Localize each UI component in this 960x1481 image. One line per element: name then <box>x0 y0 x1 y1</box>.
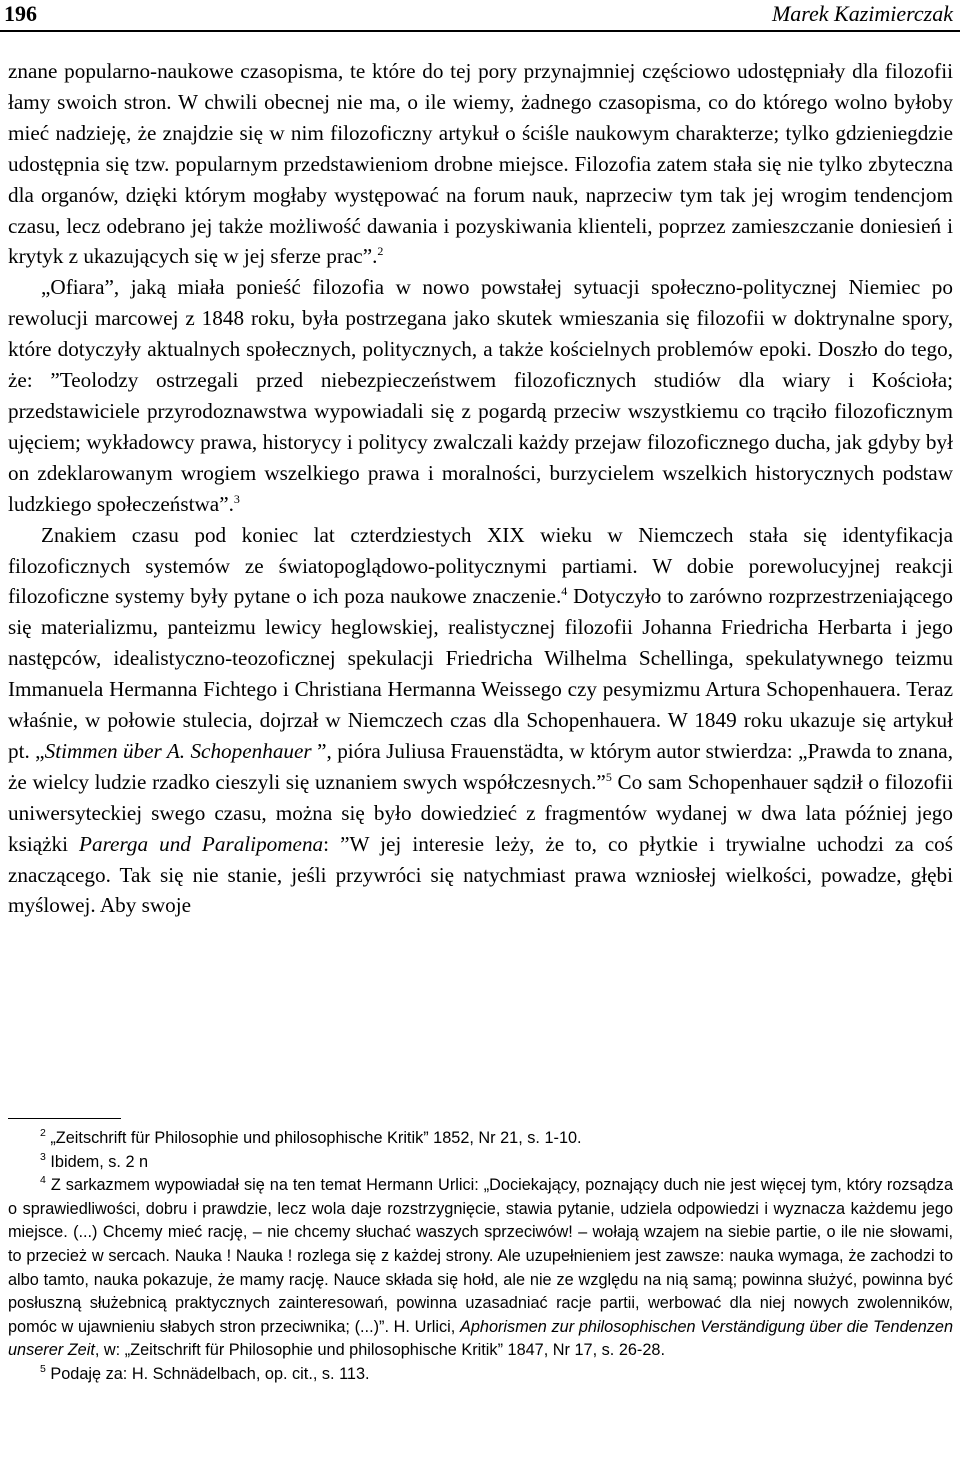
footnote-ref-5[interactable]: 5 <box>605 769 612 784</box>
page-header <box>0 0 960 30</box>
footnote-separator <box>8 1118 121 1119</box>
footnote-5-number: 5 <box>40 1362 46 1375</box>
paragraph-2-text: „Ofiara”, jaką miała ponieść filozofia w nowo powstałej sytuacji społeczno-politycznej Niemiec po rewolucji marcowej z 1848 roku, była postrzegana jako skutek wmieszania się filozofii w doktrynalne spory, które dotyczyły aktualnych społecznych, politycznych, a także kościelnych problemów epoki. Doszło do tego, że: ”Teolodzy ostrzegali przed niebezpieczeństwem filozoficznych studiów dla wiary i Kościoła; przedstawiciele przyrodoznawstwa wypowiadali się z pogardą przeciw wszystkiemu co trąciło filozoficznym ujęciem; wykładowcy prawa, historycy i politycy zwalczali każdy przejaw filozoficznego ducha, jak gdyby był on zdeklarowanym wrogiem wszelkiego prawa i moralności, burzycielem wszelkich historycznych podstaw ludzkiego społeczeństwa”. <box>8 275 953 516</box>
footnotes <box>8 1127 953 1387</box>
footnote-2 <box>8 1127 953 1151</box>
footnote-4-title: Aphorismen zur philosophischen Verständigung über die Tendenzen unserer Zeit <box>8 1317 953 1360</box>
running-head-author: Marek Kazimierczak <box>771 1 953 26</box>
book-title: Parerga und Paralipomena <box>79 831 324 856</box>
footnote-2-text: „Zeitschrift für Philosophie und philosophische Kritik” 1852, Nr 21, s. 1-10. <box>50 1129 582 1147</box>
paragraph-3-text-e: : ”W jej interesie leży, że to, co płytkie i trywialne uchodzi za coś znaczącego. Tak się nie stanie, jeśli przywróci się natychmiast prawa wzniosłej wielkości, powadze, głębi myślowej. Aby swoje <box>8 831 953 918</box>
footnote-5 <box>8 1363 953 1387</box>
page-number: 196 <box>4 1 37 26</box>
footnote-4-text-b: , w: „Zeitschrift für Philosophie und philosophische Kritik” 1847, Nr 17, s. 26-28. <box>94 1341 665 1360</box>
footnote-4-number: 4 <box>40 1174 46 1187</box>
footnote-5-text: Podaję za: H. Schnädelbach, op. cit., s. 113. <box>50 1364 370 1383</box>
paragraph-1-text: znane popularno-naukowe czasopisma, te które do tej pory przynajmniej częściowo udostępniały dla filozofii łamy swoich stron. W chwili obecnej nie ma, o ile wiemy, żadnego czasopisma, co do którego wolno byłoby mieć nadzieję, że znajdzie się w nim filozoficzny artykuł o ściśle naukowym charakterze; tylko gdzieniegdzie udostępnia się tzw. popularnym przedstawieniom drobne miejsce. Filozofia zatem stała się nie tylko zbyteczna dla organów, dzięki którym mogłaby występować na forum nauk, naprzeciw tym tak jej wrogim tendencjom czasu, lecz odebrano jej także możliwość dawania i pozyskiwania klienteli, poprzez zamieszczanie doniesień i krytyk z ukazujących się w jej sferze prac”. <box>8 59 953 269</box>
paragraph-1 <box>8 56 953 272</box>
header-rule <box>0 30 960 32</box>
footnote-ref-2[interactable]: 2 <box>377 244 384 259</box>
paragraph-3-text-b: Dotyczyło to zarówno rozprzestrzeniającego się materializmu, panteizmu lewicy heglowskiej, realistycznej filozofii Johanna Friedricha Herbarta i jego następców, idealistyczno-teozoficznej spekulacji Friedricha Wilhelma Schellinga, spekulatywnego teizmu Immanuela Hermanna Fichtego i Christiana Hermanna Weissego czy pesymizmu Artura Schopenhauera. Teraz właśnie, w połowie stulecia, dojrzał w Niemczech czas dla Schopenhauera. W 1849 roku ukazuje się artykuł pt. „ <box>8 584 953 763</box>
footnote-4 <box>8 1174 953 1363</box>
footnote-3-number: 3 <box>40 1150 46 1163</box>
paragraph-3-text-c: ”, pióra Juliusa Frauenstädta, w którym autor stwierdza: „Prawda to znana, że wielcy ludzie rzadko cieszyli się uznaniem swych współczesnych.” <box>8 738 954 794</box>
paragraph-3-text-d: Co sam Schopenhauer sądził o filozofii uniwersyteckiej swego czasu, można się było dowiedzieć z fragmentów wydanej w dwa lata później jego książki <box>8 769 953 856</box>
footnote-3-text: Ibidem, s. 2 n <box>50 1152 149 1171</box>
footnote-ref-3[interactable]: 3 <box>233 491 240 506</box>
main-text <box>8 56 953 921</box>
footnote-3 <box>8 1151 953 1175</box>
paragraph-2 <box>8 272 953 519</box>
footnote-2-number: 2 <box>40 1127 46 1139</box>
paragraph-3 <box>8 520 953 922</box>
footnote-4-text-a: Z sarkazmem wypowiadał się na ten temat Hermann Urlici: „Dociekający, poznający duch nie jest więcej tym, który rozsądza o sprawiedliwości, dobru i prawdzie, lecz wola daje rozstrzygnięcie, stawia pytanie, udziela odpowiedzi i wyznacza każdemu jego miejsce. (...) Chcemy mieć rację, – nie chcemy słuchać waszych sprzeciwów! – wołają wzajem na siebie partie, o ile nie słowami, to przecież w sercach. Nauka ! Nauka ! rozlega się z każdej strony. Ale uzupełnieniem jest zawsze: nauka wymaga, że zachodzi to albo tamto, nauka pokazuje, że mamy rację. Nauce składa się hołd, ale nie ze względu na nią samą; powinna służyć, powinna być posłuszną służebnicą praktycznych zainteresowań, powinna uzasadniać racje partii, werbować dla niej nowych zwolenników, pomóc w ujawnieniu słabych stron przeciwnika; (...)”. H. Urlici, <box>8 1176 953 1336</box>
paragraph-3-text-a: Znakiem czasu pod koniec lat czterdziestych XIX wieku w Niemczech stała się identyfikacja filozoficznych systemów ze światopoglądowo-politycznymi partiami. W dobie porewolucyjnej reakcji filozoficzne systemy były pytane o ich poza naukowe znaczenie. <box>8 522 953 609</box>
footnote-ref-4[interactable]: 4 <box>561 584 568 599</box>
article-title: Stimmen über A. Schopenhauer <box>44 738 312 763</box>
